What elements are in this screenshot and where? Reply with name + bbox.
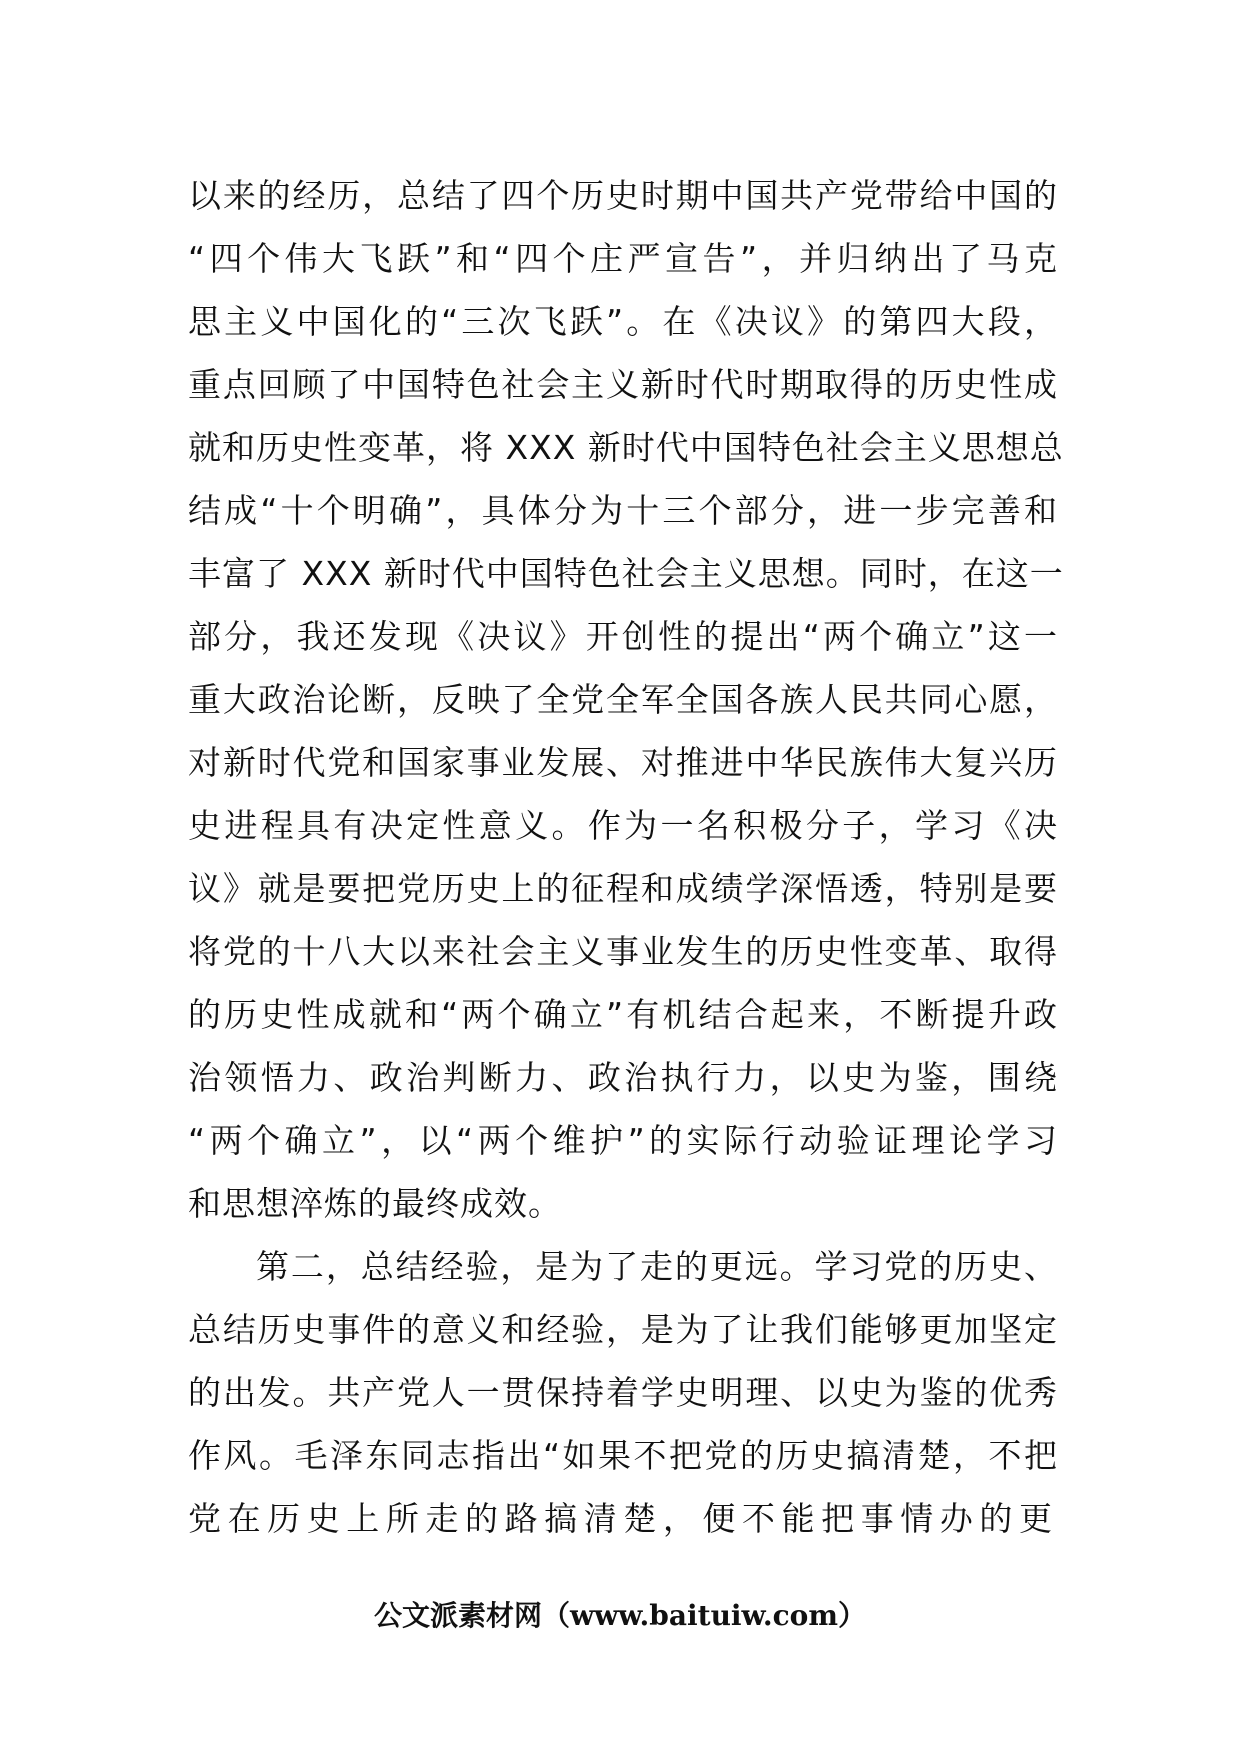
text-line: 就和历史性变革，将 XXX 新时代中国特色社会主义思想总 bbox=[188, 428, 1064, 467]
text-line: 总结历史事件的意义和经验，是为了让我们能够更加坚定 bbox=[188, 1310, 1058, 1349]
text-line: 议》就是要把党历史上的征程和成绩学深悟透，特别是要 bbox=[188, 869, 1058, 908]
text-line: 以来的经历，总结了四个历史时期中国共产党带给中国的 bbox=[188, 176, 1058, 215]
text-line: 重大政治论断，反映了全党全军全国各族人民共同心愿， bbox=[188, 680, 1058, 719]
text-line: 重点回顾了中国特色社会主义新时代时期取得的历史性成 bbox=[188, 365, 1058, 404]
text-line: 史进程具有决定性意义。作为一名积极分子，学习《决 bbox=[188, 806, 1058, 845]
text-line: 和思想淬炼的最终成效。 bbox=[188, 1184, 562, 1223]
text-line: 部分，我还发现《决议》开创性的提出“两个确立”这一 bbox=[188, 617, 1058, 656]
text-line: 的历史性成就和“两个确立”有机结合起来，不断提升政 bbox=[188, 995, 1058, 1034]
text-line: 党在历史上所走的路搞清楚，便不能把事情办的更 bbox=[188, 1499, 1058, 1538]
document-body bbox=[188, 164, 1064, 1550]
text-line: 的出发。共产党人一贯保持着学史明理、以史为鉴的优秀 bbox=[188, 1373, 1058, 1412]
text-line: 丰富了 XXX 新时代中国特色社会主义思想。同时，在这一 bbox=[188, 554, 1064, 593]
text-line: 治领悟力、政治判断力、政治执行力，以史为鉴，围绕 bbox=[188, 1058, 1058, 1097]
text-line: 思主义中国化的“三次飞跃”。在《决议》的第四大段， bbox=[188, 302, 1058, 341]
text-line: 将党的十八大以来社会主义事业发生的历史性变革、取得 bbox=[188, 932, 1058, 971]
text-line: 结成“十个明确”，具体分为十三个部分，进一步完善和 bbox=[188, 491, 1058, 530]
paragraph-start-line: 第二，总结经验，是为了走的更远。学习党的历史、 bbox=[256, 1247, 1058, 1286]
text-line: “两个确立”，以“两个维护”的实际行动验证理论学习 bbox=[188, 1121, 1058, 1160]
text-line: “四个伟大飞跃”和“四个庄严宣告”，并归纳出了马克 bbox=[188, 239, 1058, 278]
text-line: 作风。毛泽东同志指出“如果不把党的历史搞清楚，不把 bbox=[188, 1436, 1058, 1475]
text-line: 对新时代党和国家事业发展、对推进中华民族伟大复兴历 bbox=[188, 743, 1058, 782]
footer-watermark: 公文派素材网（www.baituiw.com） bbox=[374, 1599, 866, 1632]
